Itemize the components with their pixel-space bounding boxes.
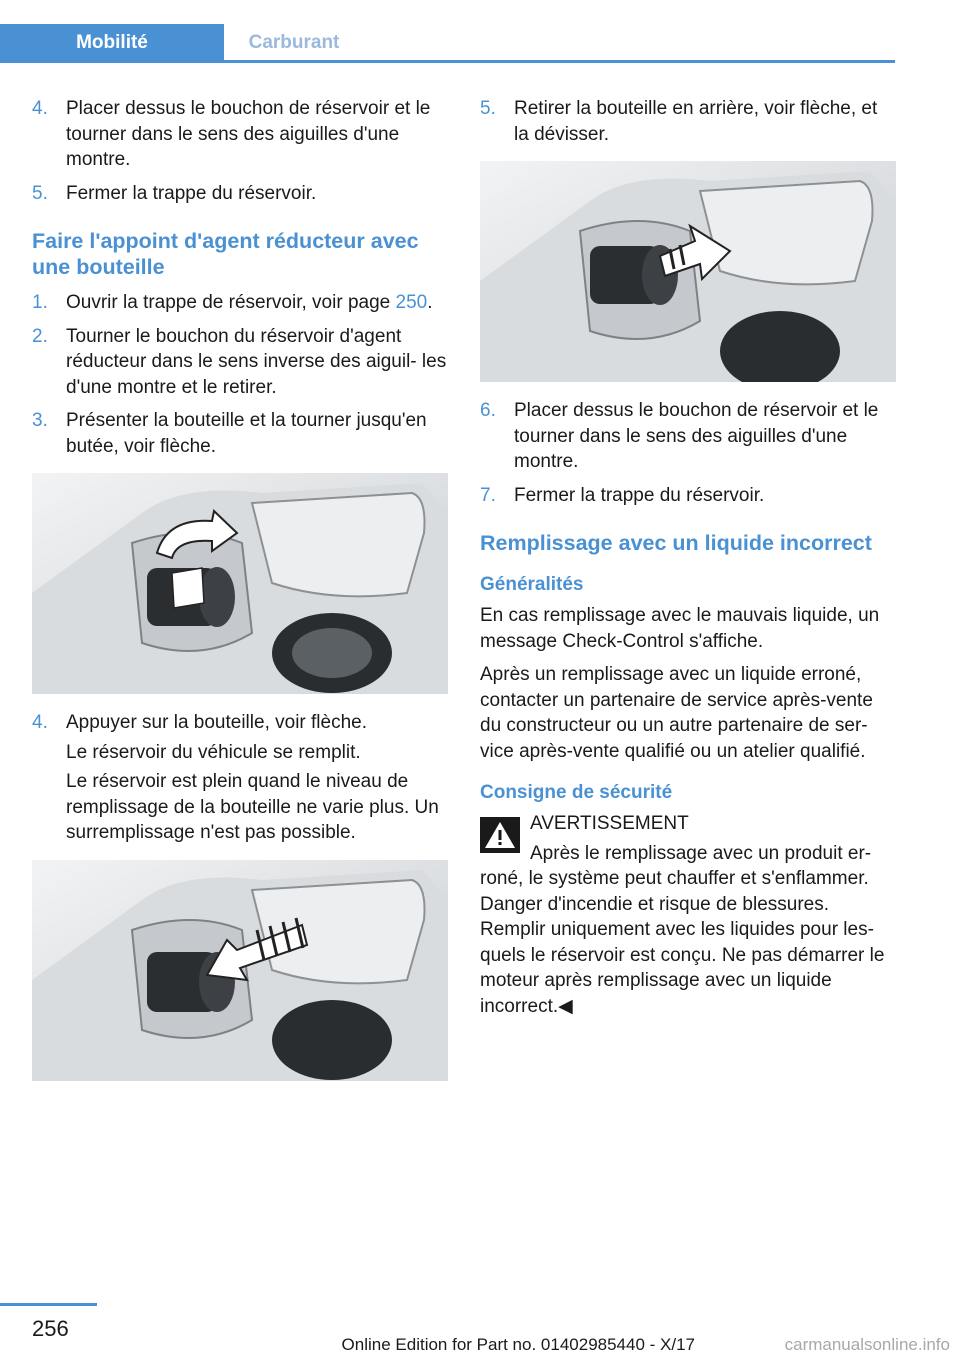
right-column [480,96,896,1019]
step-text [66,290,448,316]
step-number: 4. [32,712,48,733]
general-paragraph-2: Après un remplissage avec un liquide erroné, contacter un partenaire de service après-vente du constructeur ou un autre partenaire de ser‐ vice après-vente qualifié ou un atelier qualifié. [480,664,873,762]
subsection-general: Généralités [480,574,584,595]
header-rule [0,60,895,63]
chapter-tabs [0,24,895,62]
subsection-safety: Consigne de sécurité [480,782,673,803]
step-text: Retirer la bouteille en arrière, voir flèche, et la dévisser. [514,98,878,145]
section-title-bottle: Faire l'appoint d'agent réducteur avec une bouteille [32,229,419,279]
edition-note: Online Edition for Part no. 01402985440 - X/17 [341,1335,695,1354]
warning-text: Après le remplissage avec un produit er‐ roné, le système peut chauffer et s'enflammer. Danger d'incendie et risque de blessures. Remplir uniquement avec les liquides pour les‐ quels le réservoir est conçu. Ne pas démarrer le moteur après remplissage avec un liquide incorrect.◀ [480,842,885,1017]
warning-box [480,811,896,1019]
step-text-main: Ouvrir la trappe de réservoir, voir page [66,292,396,313]
step-text: Appuyer sur la bouteille, voir flèche. [66,712,367,733]
figure-bottle-pull [480,161,896,382]
step-text: Fermer la trappe du réservoir. [66,182,317,204]
left-column [32,96,448,1097]
step-item [480,96,896,147]
warning-triangle-icon [480,817,520,853]
step-text-suffix: . [427,292,433,313]
tab-mobilite[interactable]: Mobilité [0,24,224,62]
step-number: 3. [32,410,48,431]
step-detail: Le réservoir est plein quand le niveau de remplissage de la bouteille ne varie plus. Un surremplissage n'est pas possible. [66,771,439,843]
general-paragraph-1: En cas remplissage avec le mauvais liquide, un message Check-Control s'affiche. [480,605,880,652]
step-item [32,324,448,401]
figure-bottle-push [32,860,448,1081]
step-text: Placer dessus le bouchon de réservoir et le tourner dans le sens des aiguilles d'une montre. [66,98,431,170]
step-number: 4. [32,98,48,119]
step-number: 2. [32,325,48,347]
page-number: 256 [32,1316,69,1341]
step-item [32,290,448,316]
section-title-incorrect: Remplissage avec un liquide incorrect [480,531,872,555]
footer-rule [0,1303,97,1306]
step-item [480,398,896,475]
page-link[interactable]: 250 [395,292,428,313]
step-item [32,96,448,173]
step-number: 6. [480,400,496,421]
step-number: 1. [32,292,48,313]
step-number: 7. [480,484,496,506]
watermark: carmanualsonline.info [784,1335,950,1354]
step-text: Tourner le bouchon du réservoir d'agent réducteur dans le sens inverse des aiguil‐ les d'une montre et le retirer. [66,325,447,398]
step-text: Placer dessus le bouchon de réservoir et le tourner dans le sens des aiguilles d'une montre. [514,400,879,472]
step-item [32,181,448,207]
step-text: Présenter la bouteille et la tourner jusqu'en butée, voir flèche. [66,410,427,457]
step-item [32,408,448,459]
tab-carburant[interactable]: Carburant [248,32,340,53]
step-item [480,483,896,509]
step-text: Fermer la trappe du réservoir. [514,484,765,506]
figure-bottle-rotate [32,473,448,694]
step-detail: Le réservoir du véhicule se remplit. [66,741,361,763]
step-number: 5. [480,98,496,119]
step-number: 5. [32,182,48,204]
warning-title: AVERTISSEMENT [530,813,689,834]
step-item [32,710,448,846]
